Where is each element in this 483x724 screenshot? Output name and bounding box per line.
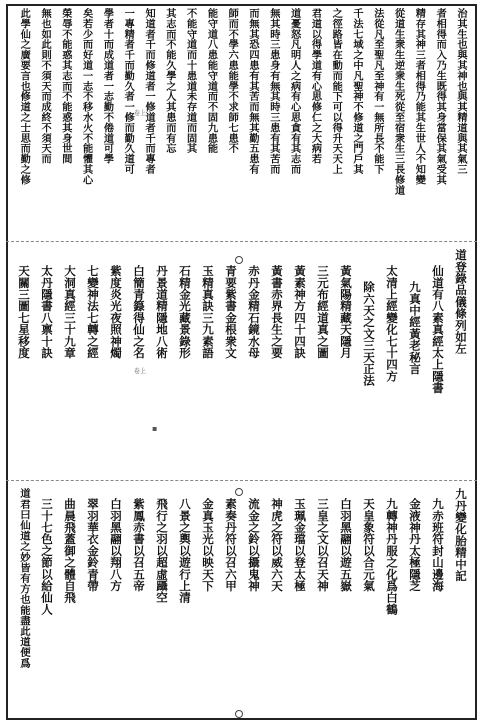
- text-column: 能守道八患能守道而不固九患能: [205, 8, 218, 154]
- text-column: 三元布經道真之圖: [316, 265, 330, 359]
- text-column: 黃書赤界長生之要: [270, 265, 284, 359]
- text-column: 九赤班符封山邊海: [431, 498, 445, 592]
- column-group-top: [12, 8, 471, 236]
- text-column: 榮辱不能惑其志而不能惑其身世間: [59, 8, 72, 164]
- text-column: 無其時三患身有無其時三患有其苦而: [267, 8, 280, 175]
- text-column: 玉精真訣三九素語: [201, 265, 215, 359]
- text-column: 治其生也與其神也與其精道與其氣三: [455, 8, 467, 175]
- text-column: 赤丹金精石鏡水母: [247, 265, 261, 359]
- text-column: 道登錄品儀條列如左: [454, 249, 468, 355]
- text-column: 八景之輿以遊行上清: [178, 498, 192, 604]
- text-column: 而無其恐四患有其苦而無其勤五患有: [247, 8, 260, 175]
- text-column: 一專精者千而勤久者一修而勤久道可: [122, 8, 135, 175]
- text-column: 曲晨飛蓋御之體自飛: [63, 498, 77, 604]
- text-column: 之徑路皆在動而能下可以得升天天上: [330, 8, 343, 175]
- text-column: 君道以得學道有心思修仁之大病若: [309, 8, 322, 164]
- text-column: 大洞真經三十九章: [63, 265, 77, 359]
- column-group-bottom: [12, 488, 471, 710]
- punctuation-mark: ▪: [152, 424, 158, 433]
- text-column: 太清上經變化七十四方: [385, 265, 399, 382]
- text-column: 三十七色之節以給仙人: [40, 498, 54, 615]
- text-column: 三皇之文以召天神: [316, 498, 330, 592]
- text-column: 道憂怒凡明人之病有心思貪有其志而: [288, 8, 301, 175]
- text-column: 飛行之羽以超虛躡空: [155, 498, 169, 604]
- text-column: 九真中經黃老秘言: [408, 281, 422, 375]
- text-block-top: [6, 4, 477, 241]
- text-column: 七變神法七轉之經: [86, 265, 100, 359]
- text-column: 從道生衆生逆衆生死從至宿衆生三長修道: [392, 8, 405, 196]
- text-column: 神虎之符以威六天: [270, 498, 284, 592]
- text-column: 流金之鈴以攝鬼神: [247, 498, 261, 592]
- text-column: 紫鳳赤書以召五帝: [132, 498, 146, 592]
- text-column: 精存其神三者相得乃能其生世人不知變: [413, 8, 426, 185]
- text-column: 九丹變化胎精中記: [454, 488, 468, 582]
- text-column: 仙道有八素真經太上隱書: [431, 265, 445, 394]
- text-column: 青要紫書金根衆文: [224, 265, 238, 359]
- text-column: 金真玉光以映天下: [201, 498, 215, 592]
- text-column: 白簡青籙得仙之名: [132, 265, 146, 359]
- text-column: 丹景道精隱地八術: [155, 265, 169, 359]
- folio-mark: 卷上: [134, 368, 147, 375]
- text-column: 黃氣陽精藏天隱月: [339, 265, 353, 359]
- text-column: 不能守道而十患道未存道而固其: [184, 8, 197, 154]
- text-column: 道君曰仙道之妙皆有方也能盡此道便爲: [18, 488, 30, 669]
- text-column: 知道者千而修道者一修道者千而專者: [143, 8, 156, 175]
- folio-mark: 卷上: [134, 110, 147, 117]
- text-column: 金液神丹太極隱芝: [408, 498, 422, 592]
- text-column: 玉珮金璫以登太極: [293, 498, 307, 592]
- text-column: 白羽黑翮以翔八方: [109, 498, 123, 592]
- text-column: 其志而不能久學之人其患而有忘: [163, 8, 176, 154]
- text-column: 黃素神方四十四訣: [293, 265, 307, 359]
- binding-hole-mark: [235, 710, 243, 718]
- text-column: 白羽黑翮以遊五嶽: [339, 498, 353, 592]
- text-column: 石精金光藏景錄形: [178, 265, 192, 359]
- text-column: 除六天之文三天正法: [362, 281, 376, 387]
- column-group-middle: [12, 249, 471, 474]
- text-column: 天關三圖七星移度: [17, 265, 31, 359]
- text-column: 師而不學六患能學不求師七患不: [226, 8, 239, 154]
- text-column: 者相得而入乃生既得其身當保其氣受其: [434, 8, 447, 185]
- text-column: 九轉神丹服之化爲白鶴: [385, 498, 399, 615]
- text-column: 法從凡至聖凡至神有一無所長不能下: [371, 8, 384, 175]
- text-column: 此學仙之廣要言也修道之士思而勤之修: [18, 8, 31, 185]
- text-column: 紫度炎光夜照神燭: [109, 265, 123, 359]
- text-block-bottom: [6, 480, 477, 720]
- text-column: 素奏丹符以召六甲: [224, 498, 238, 592]
- text-block-middle: [6, 241, 477, 480]
- text-column: 學者十而成道者一志勤不倦道可學: [101, 8, 114, 164]
- text-column: 太丹隱書八禀十訣: [40, 265, 54, 359]
- text-column: 無也如此則不須天而成終不須天而: [39, 8, 52, 164]
- text-column: 天皇象符以合元氣: [362, 498, 376, 592]
- text-column: 矣若少而好道一志不移水火不能懼其心: [80, 8, 93, 185]
- text-column: 千法七域之中凡聖神不修道之門戶其: [351, 8, 364, 175]
- text-column: 翠羽華衣金鈴青帶: [86, 498, 100, 592]
